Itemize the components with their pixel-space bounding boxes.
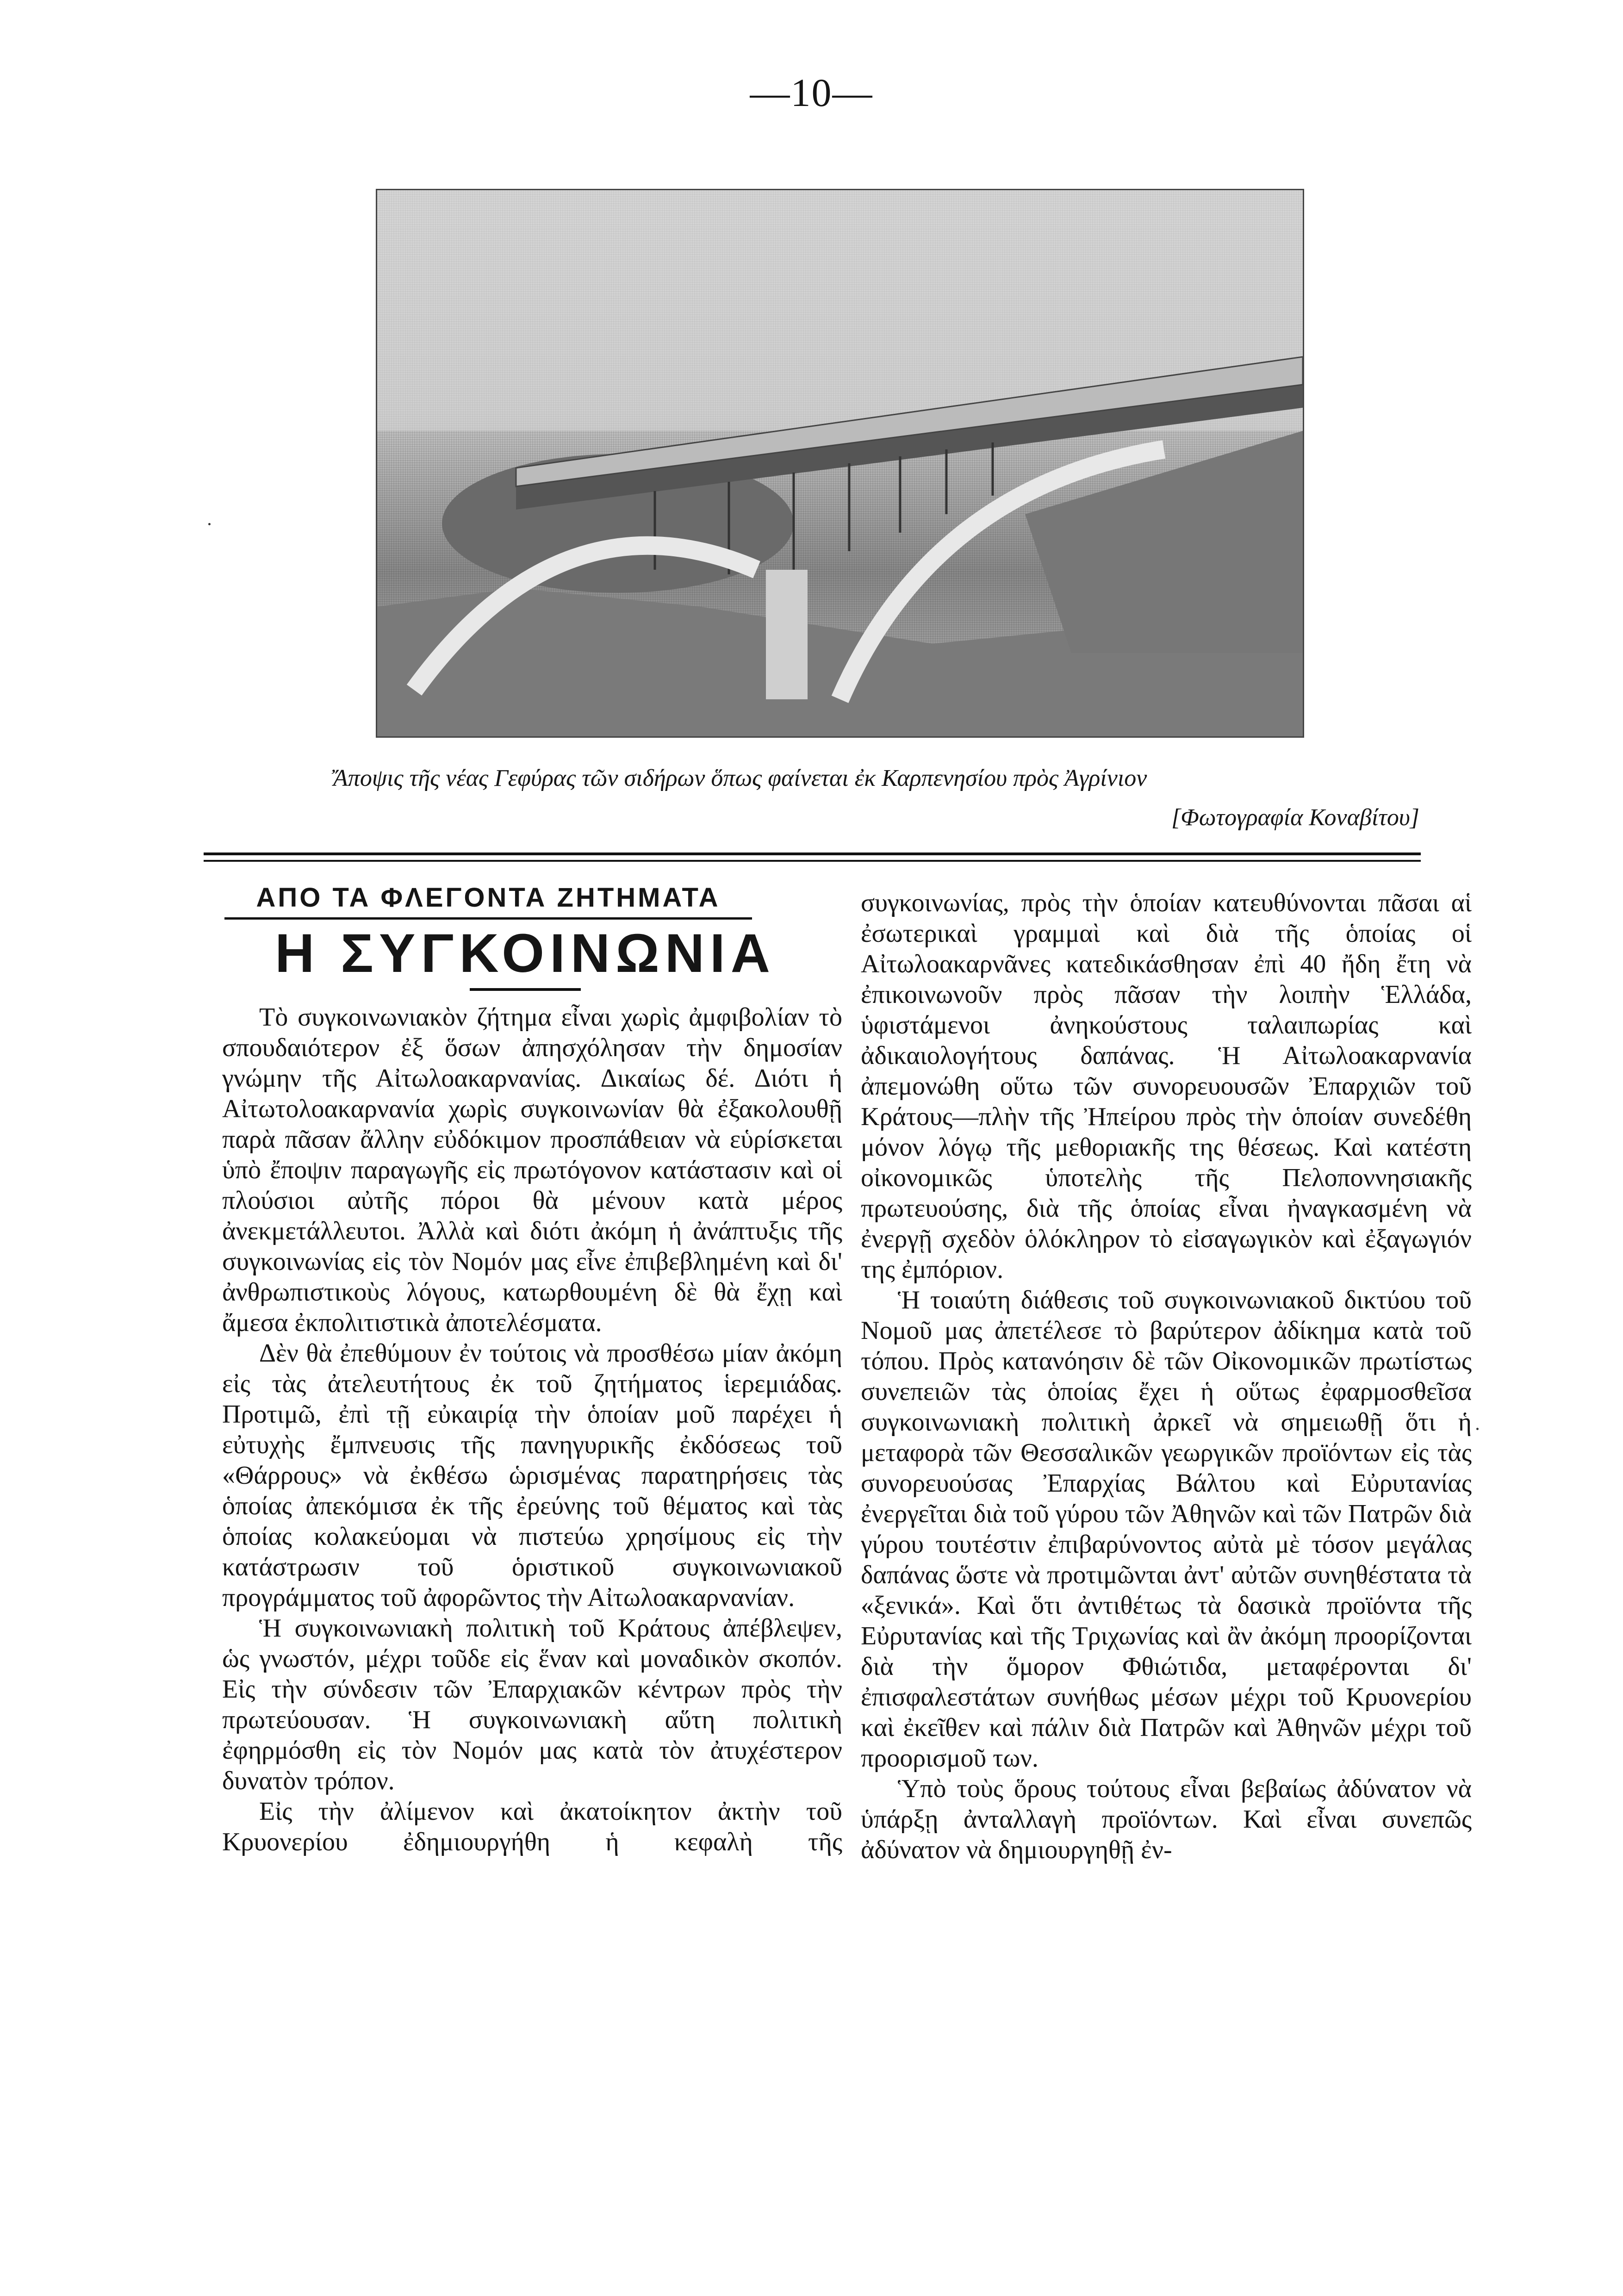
photo-caption: Ἄποψις τῆς νέας Γεφύρας τῶν σιδήρων ὅπως φαίνεται ἐκ Καρπενησίου πρὸς Ἀγρίνιον bbox=[333, 765, 1147, 791]
paragraph: Ἡ συγκοινωνιακὴ πολιτικὴ τοῦ Κράτους ἀπέβλεψεν, ὡς γνωστόν, μέχρι τοῦδε εἰς ἕναν καὶ μοναδικὸν σκοπόν. Εἰς τὴν σύνδεσιν τῶν Ἐπαρχιακῶν κέντρων πρὸς τὴν πρωτεύουσαν. Ἡ συγκοινωνιακὴ αὕτη πολιτικὴ ἐφηρμόσθη εἰς τὸν Νομόν μας κατὰ τὸν ἀτυχέστερον δυνατὸν τρόπον. bbox=[222, 1614, 842, 1795]
kicker-underline bbox=[224, 917, 752, 920]
headline-underline bbox=[470, 988, 581, 991]
print-speck bbox=[208, 523, 211, 525]
article-kicker: ΑΠΟ ΤΑ ΦΛΕΓΟΝΤΑ ΖΗΤΗΜΑΤΑ bbox=[256, 883, 721, 913]
page-number: —10— bbox=[750, 70, 873, 115]
paragraph: Τὸ συγκοινωνιακὸν ζήτημα εἶναι χωρὶς ἀμφιβολίαν τὸ σπουδαιότερον ἐξ ὅσων ἀπησχόλησαν τὴν δημοσίαν γνώμην τῆς Αἰτωλοακαρνανίας. Δικαίως δέ. Διότι ἡ Αἰτωτολοακαρνανία χωρὶς συγκοινωνίαν θὰ ἐξακολουθῇ παρὰ πᾶσαν ἄλλην εὐδόκιμον προσπάθειαν νὰ εὑρίσκεται ὑπὸ ἔποψιν παραγωγῆς εἰς πρωτόγονον κατάστασιν καὶ οἱ πλούσιοι αὐτῆς πόροι θὰ μένουν κατὰ μέρος ἀνεκμετάλλευτοι. Ἀλλὰ καὶ διότι ἀκόμη ἡ ἀνάπτυξις τῆς συγκοινωνίας εἰς τὸν Νομόν μας εἶνε ἐπιβεβλημένη καὶ δι' ἀνθρωπιστικοὺς λόγους, κατωρθουμένη δὲ θὰ ἔχῃ καὶ ἄμεσα ἐκπολιτιστικὰ ἀποτελέσματα. bbox=[222, 1003, 842, 1337]
article-column-right bbox=[861, 888, 1472, 1865]
print-speck bbox=[1476, 1428, 1479, 1430]
article-headline: Η ΣΥΓΚΟΙΝΩΝΙΑ bbox=[275, 923, 776, 984]
paragraph: Εἰς τὴν ἀλίμενον καὶ ἀκατοίκητον ἀκτὴν τοῦ Κρυονερίου ἐδημιουργήθη ἡ κεφαλὴ τῆς bbox=[222, 1797, 842, 1856]
section-divider-thin bbox=[204, 860, 1421, 862]
paragraph: Ὑπὸ τοὺς ὅρους τούτους εἶναι βεβαίως ἀδύνατον νὰ ὑπάρξῃ ἀνταλλαγὴ προϊόντων. Καὶ εἶναι συνεπῶς ἀδύνατον νὰ δημιουργηθῇ ἐν- bbox=[861, 1774, 1472, 1864]
bridge-photo-icon bbox=[377, 190, 1303, 736]
photo-credit: [Φωτογραφία Κοναβίτου] bbox=[1171, 804, 1419, 831]
paragraph: Ἡ τοιαύτη διάθεσις τοῦ συγκοινωνιακοῦ δικτύου τοῦ Νομοῦ μας ἀπετέλεσε τὸ βαρύτερον ἀδίκημα κατὰ τοῦ τόπου. Πρὸς κατανόησιν δὲ τῶν Οἰκονομικῶν πρωτίστως συνεπειῶν τὰς ὁποίας ἔχει ἡ οὕτως ἐφαρμοσθεῖσα συγκοινωνιακὴ πολιτικὴ ἀρκεῖ νὰ σημειωθῇ ὅτι ἡ μεταφορὰ τῶν Θεσσαλικῶν γεωργικῶν προϊόντων εἰς τὰς συνορευούσας Ἐπαρχίας Βάλτου καὶ Εὐρυτανίας ἐνεργεῖται διὰ τοῦ γύρου τῶν Ἀθηνῶν καὶ τῶν Πατρῶν διὰ γύρου τουτέστιν ἐπιβαρύνοντος αὐτὰ μὲ τόσον μεγάλας δαπάνας ὥστε νὰ προτιμῶνται ἀντ' αὐτῶν συνηθέστατα τὰ «ξενικά». Καὶ ὅτι ἀντιθέτως τὰ δασικὰ προϊόντα τῆς Εὐρυτανίας καὶ τῆς Τριχωνίας καὶ ἂν ἀκόμη προορίζονται διὰ τὴν ὅμορον Φθιώτιδα, μεταφέρονται δι' ἐπισφαλεστάτων συνήθως μέσων μέχρι τοῦ Κρυονερίου καὶ ἐκεῖθεν καὶ πάλιν διὰ Πατρῶν καὶ Ἀθηνῶν μέχρι τοῦ προορισμοῦ των. bbox=[861, 1286, 1472, 1773]
section-divider bbox=[204, 852, 1421, 855]
paragraph: Δὲν θὰ ἐπεθύμουν ἐν τούτοις νὰ προσθέσω μίαν ἀκόμη εἰς τὰς ἀτελευτήτους ἐκ τοῦ ζητήματος ἱερεμιάδας. Προτιμῶ, ἐπὶ τῇ εὐκαιρίᾳ τὴν ὁποίαν μοῦ παρέχει ἡ εὐτυχὴς ἔμπνευσις τῆς πανηγυρικῆς ἐκδόσεως τοῦ «Θάρρους» νὰ ἐκθέσω ὡρισμένας παρατηρήσεις τὰς ὁποίας ἀπεκόμισα ἐκ τῆς ἐρεύνης τοῦ θέματος καὶ τὰς ὁποίας κολακεύομαι νὰ πιστεύω χρησίμους εἰς τὴν κατάστρωσιν τοῦ ὁριστικοῦ συγκοινωνιακοῦ προγράμματος τοῦ ἀφορῶντος τὴν Αἰτωλοακαρνανίαν. bbox=[222, 1339, 842, 1612]
article-column-left bbox=[222, 1002, 842, 1857]
bridge-photo bbox=[376, 189, 1304, 738]
paragraph: συγκοινωνίας, πρὸς τὴν ὁποίαν κατευθύνονται πᾶσαι αἱ ἐσωτερικαὶ γραμμαὶ καὶ διὰ τῆς ὁποίας οἱ Αἰτωλοακαρνᾶνες κατεδικάσθησαν ἐπὶ 40 ἤδη ἔτη νὰ ἐπικοινωνοῦν πρὸς πᾶσαν τὴν λοιπὴν Ἑλλάδα, ὑφιστάμενοι ἀνηκούστους ταλαιπωρίας καὶ ἀδικαιολογήτους δαπάνας. Ἡ Αἰτωλοακαρνανία ἀπεμονώθη οὕτω τῶν συνορευουσῶν Ἐπαρχιῶν τοῦ Κράτους—πλὴν τῆς Ἠπείρου πρὸς τὴν ὁποίαν συνεδέθη μόνον λόγῳ τῆς μεθοριακῆς της θέσεως. Καὶ κατέστη οἰκονομικῶς ὑποτελὴς τῆς Πελοποννησιακῆς πρωτευούσης, διὰ τῆς ὁποίας εἶναι ἠναγκασμένη νὰ ἐνεργῇ σχεδὸν ὁλόκληρον τὸ εἰσαγωγικὸν καὶ ἐξαγωγιόν της ἐμπόριον. bbox=[861, 889, 1472, 1284]
